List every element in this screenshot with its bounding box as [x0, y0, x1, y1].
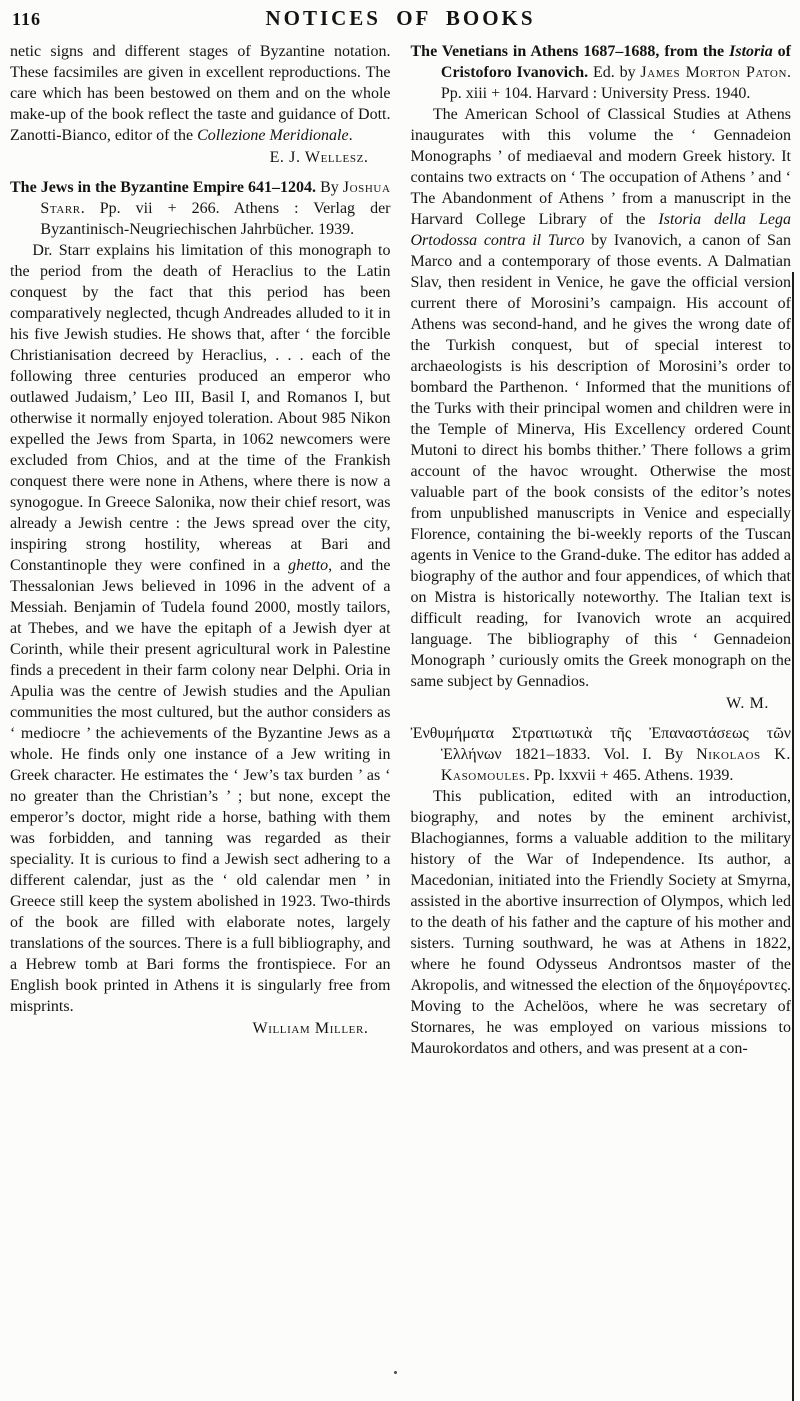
review-body: Dr. Starr explains his limitation of this monograph to the period from the death of Heraclius to the Latin conquest by the fact that this period has been comparatively neglected, thcugh Andreades alluded to it in his five Jewish studies. He shows that, after ‘ the forcible Christianisation decreed by Heraclius, . . . each of the following three centuries produced an emperor who outlawed Judaism,’ Leo III, Basil I, and Romanos I, but otherwise it normally enjoyed toleration. About 985 Nikon expelled the Jews from Sparta, in 1062 newcomers were excluded from Chios, and at the time of the Frankish conquest there were none in Athens, where there is now a synogogue. In Greece Salonika, now their chief resort, was already a Jewish centre : the Jews spread over the city, inspiring strong hostility, whereas at Bari and Constantinople they were confined in a ghetto, and the Thessalonian Jews believed in 1096 in the advent of a Messiah. Benjamin of Tudela found 2000, mostly tailors, at Thebes, and we have the epitaph of a Jewish dyer at Corinth, while their present agricultural work in Palestine finds a precedent in their farm colony near Delphi. Oria in Apulia was the centre of Jewish studies and the Apulian communities the most cultured, but the author considers as ‘ mediocre ’ the achievements of the Byzantine Jews as a whole. He finds only one instance of a Jew writing in Greek character. He estimates the ‘ Jew’s tax burden ’ as ‘ no greater than the Christian’s ’ ; but none, except the emperor’s doctor, might ride a horse, bathing with them was forbidden, and tanning was regarded as their speciality. It is curious to find a Jewish sect adhering to a different calendar, just as the ‘ old calendar men ’ in Greece still keep the system abolished in 1923. Two-thirds of the book are filled with elaborate notes, largely translations of the sources. There is a full bibliography, and a Hebrew tomb at Bari forms the frontispiece. For an English book printed in Athens it is singularly free from misprints. — [10, 242, 391, 1015]
review-jews-byzantine-empire — [10, 177, 391, 1039]
review-body: This publication, edited with an introduction, biography, and notes by the eminent archivist, Blachogiannes, forms a valuable addition to the military history of the War of Independence. Its author, a Macedonian, initiated into the Friendly Society at Smyrna, assisted in the abortive insurrection of Olympos, which led to the death of his father and the capture of his mother and sisters. Turning southward, he was at Athens in 1822, where he found Odysseus Androntsos master of the Akropolis, and witnessed the election of the δημογέροντες. Moving to the Achelöos, where he was secretary of Stornares, he was employed on various missions to Maurokordatos and others, and was present at a con- — [410, 788, 791, 1057]
review-heading-greek: Ἐνθυμήματα Στρατιωτικὰ τῆς Ἐπαναστάσεως τῶν Ἑλλήνων 1821–1833. Vol. I. By Nikolaos K. Kasomoules. Pp. lxxvii + 465. Athens. 1939. — [410, 725, 791, 784]
page-title: NOTICES OF BOOKS — [265, 6, 536, 30]
page-number: 116 — [12, 9, 42, 29]
signature-wm: W. M. — [726, 695, 769, 712]
review-heading: The Venetians in Athens 1687–1688, from the Istoria of Cristoforo Ivanovich. Ed. by James Morton Paton. Pp. xiii + 104. Harvard : University Press. 1940. — [410, 43, 792, 102]
review-venetians-athens — [411, 41, 792, 714]
signature-wellesz: E. J. Wellesz. — [269, 149, 369, 166]
page-header — [10, 6, 791, 36]
left-column — [10, 41, 391, 1059]
scan-edge-line — [792, 272, 794, 1401]
right-column — [411, 41, 792, 1059]
continuation-paragraph: netic signs and different stages of Byzantine notation. These facsimiles are given in excellent reproductions. The care which has been bestowed on them and on the whole make-up of the book reflect the taste and guidance of Dott. Zanotti-Bianco, editor of the Collezione Meridionale. — [10, 43, 391, 144]
signature-miller: William Miller. — [252, 1020, 369, 1037]
review-heading: The Jews in the Byzantine Empire 641–1204. By Joshua Starr. Pp. vii + 266. Athens : Verlag der Byzantinisch-Neugriechischen Jahrbücher. 1939. — [10, 179, 391, 238]
scan-speck — [394, 1371, 397, 1374]
review-body: The American School of Classical Studies at Athens inaugurates with this volume the ‘ Gennadeion Monographs ’ of mediaeval and modern Greek history. It contains two extracts on ‘ The occupation of Athens ’ and ‘ The Abandonment of Athens ’ from a manuscript in the Harvard College Library of the Istoria della Lega Ortodossa contra il Turco by Ivanovich, a canon of San Marco and a contemporary of those events. A Dalmatian Slav, then resident in Venice, he gave the official version current there of Morosini’s campaign. His account of Athens was second-hand, and he gives the wrong date of the Turkish conquest, but of special interest to archaeologists is his description of Morosini’s order to bombard the Parthenon. ‘ Informed that the munitions of the Turks with their principal women and children were in the Temple of Minerva, His Excellency ordered Count Mutoni to direct his bombs thither.’ There follows a grim account of the havoc wrought. Otherwise the most valuable part of the book consists of the editor’s notes from unpublished manuscripts in Venice and especially Florence, containing the bi-weekly reports of the Tuscan agents in Venice to the Grand-duke. The editor has added a biography of the author and four appendices, of which that on Mistra is historically noteworthy. The Italian text is difficult reading, for Ivanovich wrote an acquired language. The bibliography of this ‘ Gennadeion Monograph ’ curiously omits the Greek monograph on the same subject by Gennadios. — [410, 106, 792, 690]
two-column-text — [10, 41, 791, 1059]
review-enthymemata-stratiotika — [411, 723, 792, 1059]
